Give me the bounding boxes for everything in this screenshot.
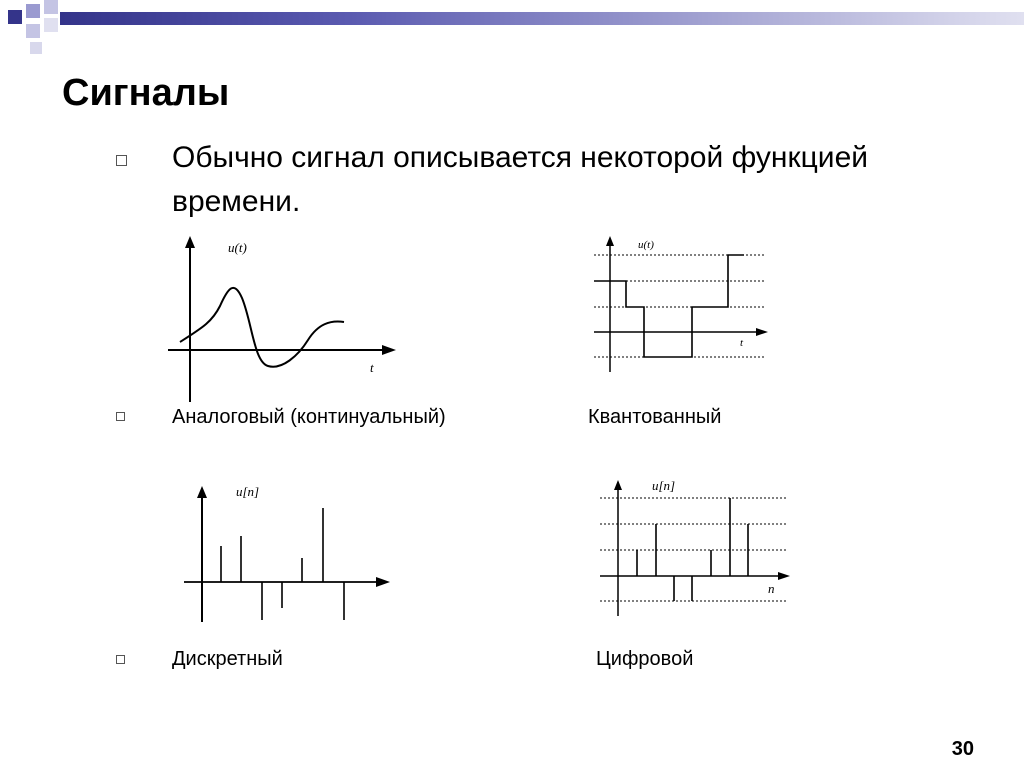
discrete-plot	[180, 480, 395, 630]
quantized-plot	[590, 232, 780, 377]
analog-plot	[160, 232, 410, 408]
discrete-ylabel: u[n]	[236, 484, 260, 499]
bullet-main	[116, 155, 127, 166]
discrete-y-arrow	[197, 486, 207, 498]
header-decoration	[0, 0, 1024, 60]
bullet-analog	[116, 412, 125, 421]
label-analog: Аналоговый (континуальный)	[172, 406, 446, 428]
page-number: 30	[951, 738, 974, 760]
quantized-ylabel: u(t)	[638, 239, 654, 251]
analog-xlabel: t	[370, 360, 374, 375]
digital-y-arrow	[614, 480, 622, 490]
quantized-signal	[594, 255, 744, 357]
analog-x-arrow	[382, 345, 396, 355]
analog-ylabel: u(t)	[228, 240, 247, 255]
quantized-x-arrow	[756, 328, 768, 336]
digital-ylabel: u[n]	[652, 478, 676, 493]
label-quantized: Квантованный	[588, 406, 722, 428]
quantized-y-arrow	[606, 236, 614, 246]
slide-title: Сигналы	[62, 72, 230, 114]
discrete-x-arrow	[376, 577, 390, 587]
label-discrete: Дискретный	[172, 648, 283, 670]
label-digital: Цифровой	[596, 648, 694, 670]
analog-curve	[180, 288, 344, 367]
analog-y-arrow	[185, 236, 195, 248]
header-bar	[60, 12, 1024, 25]
digital-x-arrow	[778, 572, 790, 580]
quantized-xlabel: t	[740, 337, 744, 349]
bullet-discrete	[116, 655, 125, 664]
digital-plot	[596, 476, 796, 620]
main-text: Обычно сигнал описывается некоторой функцией времени.	[172, 141, 869, 218]
digital-xlabel: n	[768, 581, 775, 596]
